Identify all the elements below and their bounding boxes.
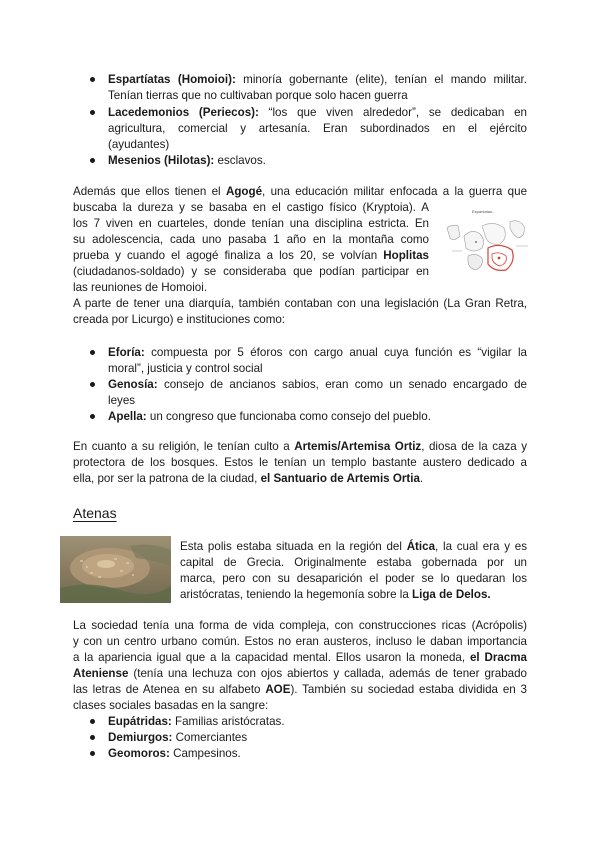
- paragraph-line: los 7 viven en cuarteles, donde tenían una disciplina estricta. En: [73, 217, 429, 230]
- bullet-icon: [90, 751, 95, 756]
- paragraph-line: Esta polis estaba situada en la región del Ática, la cual era y es: [180, 540, 527, 553]
- paragraph-line: ella, por ser la patrona de la ciudad, el Santuario de Artemis Ortia.: [73, 472, 424, 485]
- paragraph-line: En cuanto a su religión, le tenían culto a Artemis/Artemisa Ortiz, diosa de la caza y: [73, 440, 528, 453]
- list-item: Espartíatas (Homoioi): minoría gobernante (elite), tenían el mando militar.: [108, 73, 527, 86]
- paragraph-line: buscaba la dureza y se basaba en el castigo físico (Kryptoia). A: [73, 201, 429, 214]
- list-item: Mesenios (Hilotas): esclavos.: [108, 154, 266, 167]
- paragraph-line: (ciudadanos-soldado) y se consideraba que podían participar en: [73, 265, 429, 278]
- paragraph-line: protectora de los bosques. Estos le tenían un templo bastante austero dedicado a: [73, 456, 527, 469]
- paragraph-line: creada por Licurgo) e instituciones como:: [73, 313, 286, 326]
- bullet-icon: [90, 735, 95, 740]
- list-item: Eforía: compuesta por 5 éforos con cargo anual cuya función es “vigilar la: [108, 346, 527, 359]
- paragraph-line: prueba y cuando el agogé finaliza a los 20, se volvían Hoplitas: [73, 249, 429, 262]
- list-item-continuation: moral”, justicia y control social: [108, 362, 263, 375]
- paragraph-line: Además que ellos tienen el Agogé, una educación militar enfocada a la guerra que: [73, 185, 528, 198]
- list-item: Geomoros: Campesinos.: [108, 747, 241, 760]
- aerial-photo: [60, 536, 171, 603]
- bullet-icon: [90, 414, 95, 419]
- bullet-icon: [90, 719, 95, 724]
- paragraph-line: capital de Grecia. Originalmente estaba gobernada por un: [180, 556, 527, 569]
- list-item-continuation: leyes: [108, 394, 136, 407]
- paragraph-line: A parte de tener una diarquía, también contaban con una legislación (La Gran Retra,: [73, 297, 527, 310]
- paragraph-line: Ateniense (tenía una lechuza con ojos abiertos y callada, además de tener grabado: [73, 667, 527, 680]
- paragraph-line: las letras de Atenea en su alfabeto AOE). También su sociedad estaba dividida en 3: [73, 683, 527, 696]
- bullet-icon: [90, 158, 95, 163]
- paragraph-line: las reuniones de Homoioi.: [73, 281, 208, 294]
- list-item-continuation: Tenían tierras que no cultivaban porque solo hacen guerra: [108, 89, 408, 102]
- list-item: Demiurgos: Comerciantes: [108, 731, 248, 744]
- section-heading: Atenas: [73, 505, 117, 521]
- paragraph-line: La sociedad tenía una forma de vida compleja, con construcciones ricas (Acrópolis): [73, 619, 527, 632]
- list-item: Genosía: consejo de ancianos sabios, eran como un senado encargado de: [108, 378, 527, 391]
- paragraph-line: su adolescencia, cada uno pasaba 1 año en la montaña como: [73, 233, 429, 246]
- map-caption: Espartiatas...: [472, 209, 496, 214]
- paragraph-line: a la apariencia igual que a la capacidad mental. Ellos usaron la moneda, el Dracma: [73, 651, 527, 664]
- paragraph-line: aristócratas, teniendo la hegemonía sobre la Liga de Delos.: [180, 588, 491, 601]
- bullet-icon: [90, 382, 95, 387]
- paragraph-line: y con un centro urbano común. Estos no eran austeros, incluso le daban importancia: [73, 635, 527, 648]
- list-item: Apella: un congreso que funcionaba como consejo del pueblo.: [108, 410, 431, 423]
- bullet-icon: [90, 110, 95, 115]
- bullet-icon: [90, 77, 95, 82]
- list-item-continuation: agricultura, comercial y artesanía. Eran subordinados en el ejército: [108, 122, 527, 135]
- list-item-continuation: (ayudantes): [108, 138, 170, 151]
- bullet-icon: [90, 350, 95, 355]
- paragraph-line: marca, pero con su desaparición el poder se lo quedaran los: [180, 572, 527, 585]
- map-figure: [442, 206, 532, 284]
- paragraph-line: clases sociales basadas en la sangre:: [73, 699, 269, 712]
- list-item: Lacedemonios (Periecos): “los que viven alrededor”, se dedicaban en: [108, 106, 527, 119]
- list-item: Eupátridas: Familias aristócratas.: [108, 715, 285, 728]
